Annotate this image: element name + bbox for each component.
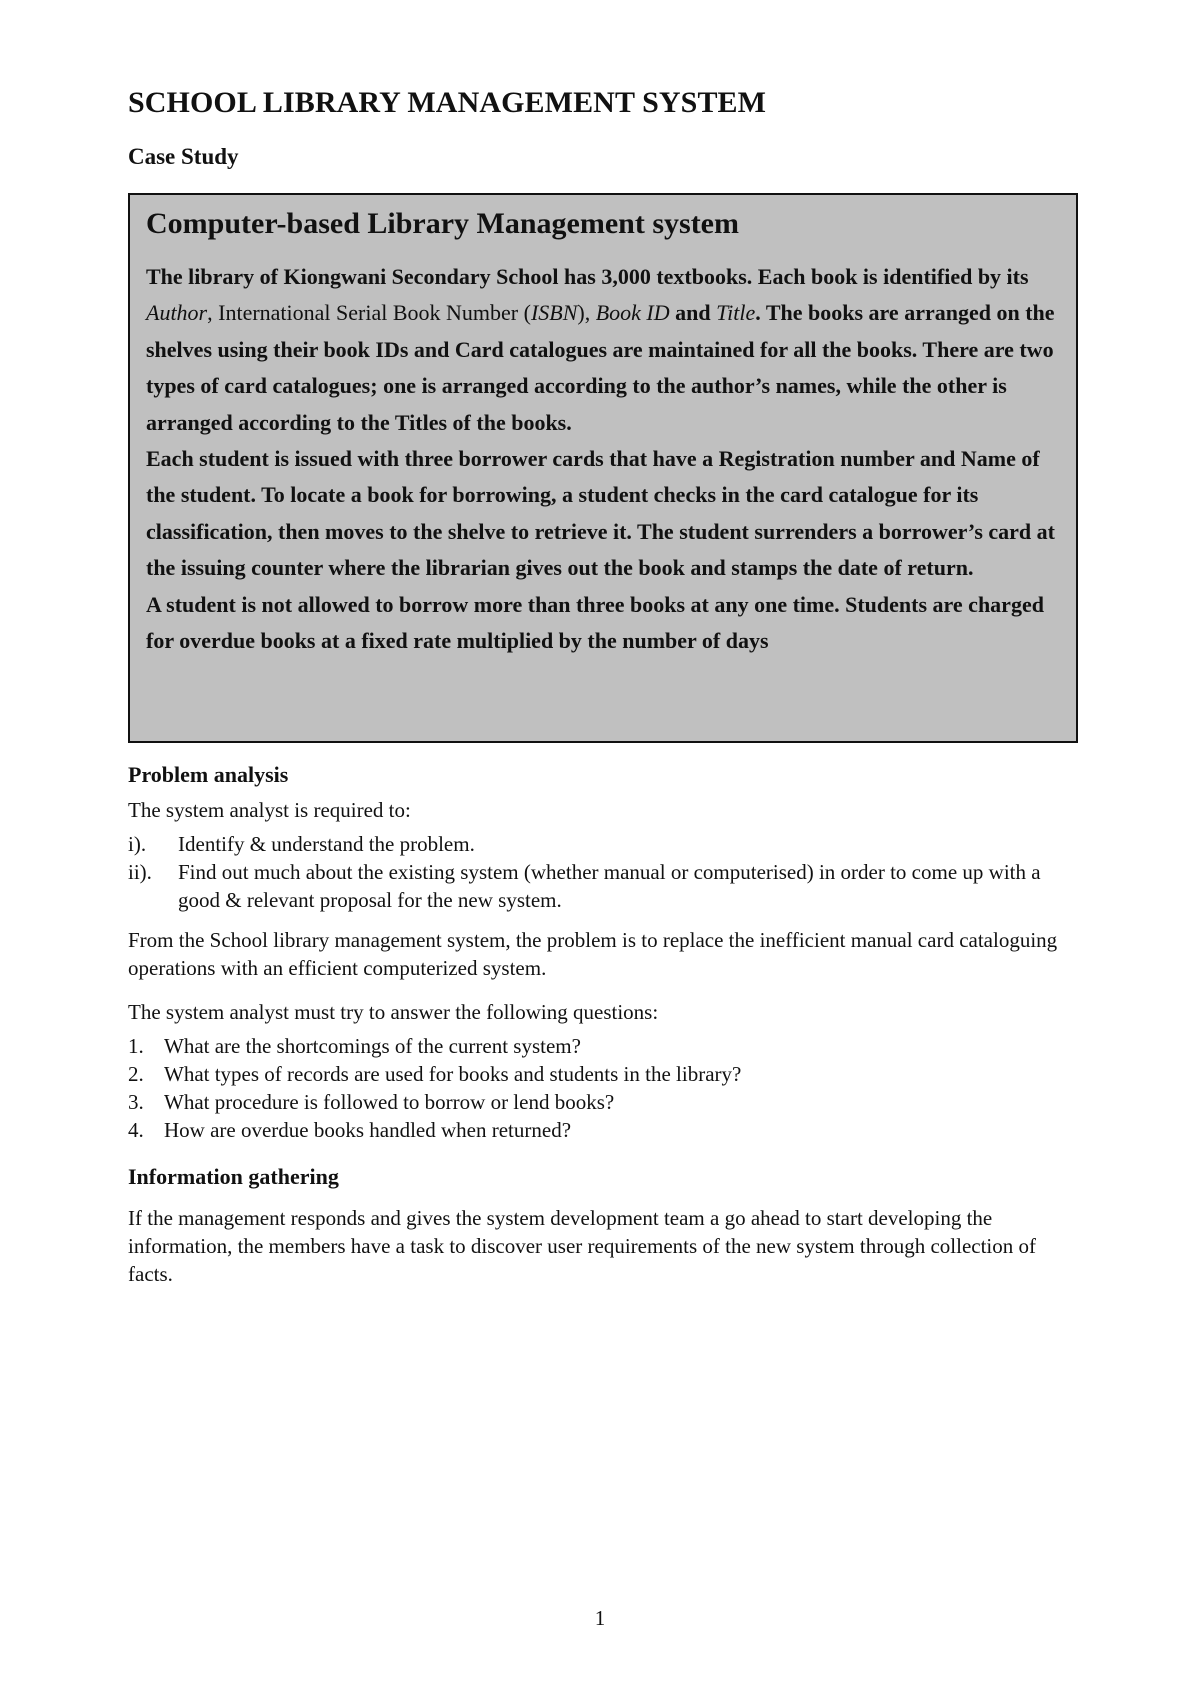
analyst-tasks-list	[128, 830, 1078, 914]
list-item: 2. What types of records are used for books and students in the library?	[128, 1062, 742, 1086]
list-item: 4. How are overdue books handled when returned?	[128, 1118, 572, 1142]
list-item: 3. What procedure is followed to borrow or lend books?	[128, 1090, 615, 1114]
information-gathering-paragraph: If the management responds and gives the system development team a go ahead to start developing the information, the members have a task to discover user requirements of the new system through collection of facts.	[128, 1206, 1036, 1286]
questions-list	[128, 1032, 1078, 1144]
questions-intro: The system analyst must try to answer the following questions:	[128, 1000, 659, 1024]
problem-analysis-heading: Problem analysis	[128, 762, 289, 787]
case-study-paragraph-3: A student is not allowed to borrow more than three books at any one time. Students are charged for overdue books at a fixed rate multiplied by the number of days	[146, 591, 1044, 654]
case-study-label: Case Study	[128, 144, 239, 169]
problem-analysis-intro: The system analyst is required to:	[128, 798, 411, 822]
case-study-box	[128, 193, 1078, 743]
case-study-paragraph-2: Each student is issued with three borrower cards that have a Registration number and Name of the student. To locate a book for borrowing, a student checks in the card catalogue for its classification, then moves to the shelve to retrieve it. The student surrenders a borrower’s card at the issuing counter where the librarian gives out the book and stamps the date of return.	[146, 446, 1055, 581]
list-item: 1. What are the shortcomings of the current system?	[128, 1034, 581, 1058]
case-study-heading: Computer-based Library Management system	[146, 207, 739, 240]
page-number: 1	[594, 1606, 606, 1630]
case-study-paragraph-1: The library of Kiongwani Secondary School has 3,000 textbooks. Each book is identified by its Author, International Serial Book Number (ISBN), Book ID and Title. The books are arranged on the shelves using their book IDs and Card catalogues are maintained for all the books. There are two types of card catalogues; one is arranged according to the author’s names, while the other is arranged according to the Titles of the books.	[146, 264, 1055, 435]
document-title: SCHOOL LIBRARY MANAGEMENT SYSTEM	[128, 86, 767, 119]
problem-statement-paragraph: From the School library management system, the problem is to replace the inefficient manual card cataloguing operations with an efficient computerized system.	[128, 928, 1058, 980]
information-gathering-heading: Information gathering	[128, 1164, 339, 1189]
list-item: i). Identify & understand the problem.	[128, 832, 475, 856]
list-item: ii). Find out much about the existing system (whether manual or computerised) in order to come up with a good & relevant proposal for the new system.	[128, 860, 1041, 912]
